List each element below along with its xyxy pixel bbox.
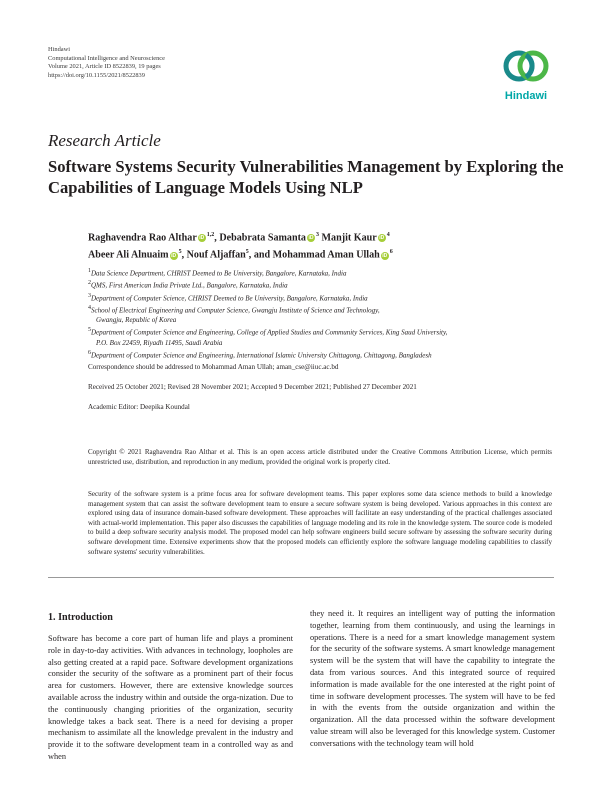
publication-dates: Received 25 October 2021; Revised 28 November 2021; Accepted 9 December 2021; Published 27 December 2021 xyxy=(88,383,417,391)
section-heading: 1. Introduction xyxy=(48,612,113,623)
author-name: Debabrata Samanta xyxy=(219,232,306,244)
affiliation: $^1$Data Science Department, CHRIST Deemed to Be University, Bangalore, Karnataka, India xyxy=(88,268,347,278)
author-affil: 4 xyxy=(386,232,390,238)
paper-title: Software Systems Security Vulnerabilities Management by Exploring the Capabilities of Language Models Using NLP xyxy=(48,157,564,197)
academic-editor: Academic Editor: Deepika Koundal xyxy=(88,403,190,411)
journal-name: Computational Intelligence and Neuroscience xyxy=(48,54,165,62)
orcid-icon[interactable]: iD xyxy=(308,235,314,242)
author-affil: 6 xyxy=(389,249,393,256)
orcid-icon[interactable]: iD xyxy=(382,252,388,259)
author-affil: 5 xyxy=(178,249,182,256)
affiliation: $^4$School of Electrical Engineering and Computer Science, Gwangju Institute of Science and Technology, xyxy=(88,304,380,315)
author-affil: 3 xyxy=(315,232,319,238)
author-name: Mohammad Aman Ullah xyxy=(272,249,380,261)
author-affil: 1,2 xyxy=(206,232,215,238)
author-name: Nouf Aljaffan xyxy=(186,249,246,261)
abstract: Security of the software system is a prime focus area for software development teams. This paper explores some data science methods to build a knowledge management system that can assist the software development team to ensure a secure software system is being developed. Various approaches in this context are explored using data of insurance domain-based software development. These approaches will facilitate an easy understanding of the practical challenges associated with actual-world implementation. This paper also discusses the capabilities of language modeling and its role in the knowledge system. The source code is modeled to build a deep software security analysis model. The proposed model can help software engineers build secure software by assessing the software security during software development time. Extensive experiments show that the proposed models can efficiently explore the software language modeling capabilities to classify software systems' security vulnerabilities. xyxy=(88,490,552,556)
author-affil: 5 xyxy=(245,249,249,256)
body-column-right: they need it. It requires an intelligent way of putting the information together, learning from them continuously, and using the learnings in operations. There is a need for a smart knowledge management system for the security of the software systems. A smart knowledge management system will be the system that will have the capability to integrate the data from various sources. And this integrated source of required information is made available for the one interested at the right point of time in software development processes. The system will have to be fed in with the events from the outside organization and within the organization. All the data processed within the software development value stream will also be leveraged for this knowledge system. Customer conversations with the technology team will hold xyxy=(310,609,555,748)
hindawi-logo-icon xyxy=(496,46,556,90)
author-name: Raghavendra Rao Althar xyxy=(88,232,197,244)
author-list: Raghavendra Rao Althar iD$^{1,2}$, Debabrata Samanta $iD^3$ Manjit Kaur $iD^4$ Abeer Ali Alnuaim $iD^5$, Nouf Aljaffan$^5$, and Mohammad Aman Ullah $iD^6$ xyxy=(88,232,393,261)
orcid-icon[interactable]: iD xyxy=(379,235,385,242)
affiliation-list xyxy=(88,266,558,360)
article-type: Research Article xyxy=(48,131,161,150)
correspondence: Correspondence should be addressed to Mohammad Aman Ullah; aman_cse@iiuc.ac.bd xyxy=(88,363,339,371)
affiliation-cont: P.O. Box 22459, Riyadh 11495, Saudi Arabia xyxy=(96,338,223,347)
orcid-icon[interactable]: iD xyxy=(171,252,177,259)
journal-header xyxy=(48,46,165,80)
author-name: Manjit Kaur xyxy=(321,232,377,244)
author-name: Abeer Ali Alnuaim xyxy=(88,249,169,261)
affiliation: $^6$Department of Computer Science and Engineering, International Islamic University Chittagong, Chittagong, Bangladesh xyxy=(88,349,432,359)
affiliation: $^3$Department of Computer Science, CHRIST Deemed to Be University, Bangalore, Karnataka, India xyxy=(88,292,368,302)
affiliation: $^5$Department of Computer Science and Engineering, College of Applied Studies and Community Services, King Saud University, xyxy=(88,327,448,337)
doi-link[interactable]: https://doi.org/10.1155/2021/8522839 xyxy=(48,71,145,79)
hindawi-logo xyxy=(496,46,556,108)
orcid-icon[interactable]: iD xyxy=(199,235,205,242)
body-column-left: Software has become a core part of human life and plays a prominent role in day-to-day activities. With advances in technology, loopholes are also getting created at a rapid pace. Software development organizations consider the security of the software as a prominent part of their focus area for customers. However, there are extensive knowledge sources available across the industry within and outside the orga-nization. Due to the continuously changing priorities of the organization, security knowledge takes a back seat. There is a need for devising a proper mechanism to assimilate all the knowledge prevalent in the industry and provide it to the software development team in a controlled way as and when xyxy=(48,634,293,761)
affiliation: $^2$QMS, First American India Private Ltd., Bangalore, Karnataka, India xyxy=(88,280,288,290)
section-divider xyxy=(48,577,554,578)
volume-info: Volume 2021, Article ID 8522839, 19 pages xyxy=(48,63,161,71)
copyright-notice: Copyright © 2021 Raghavendra Rao Althar et al. This is an open access article distributed under the Creative Commons Attribution License, which permits unrestricted use, distribution, and reproduction in any medium, provided the original work is properly cited. xyxy=(88,448,552,466)
publisher-name: Hindawi xyxy=(48,46,71,53)
hindawi-logo-text: Hindawi xyxy=(504,90,548,102)
affiliation-cont: Gwangju, Republic of Korea xyxy=(96,316,177,325)
